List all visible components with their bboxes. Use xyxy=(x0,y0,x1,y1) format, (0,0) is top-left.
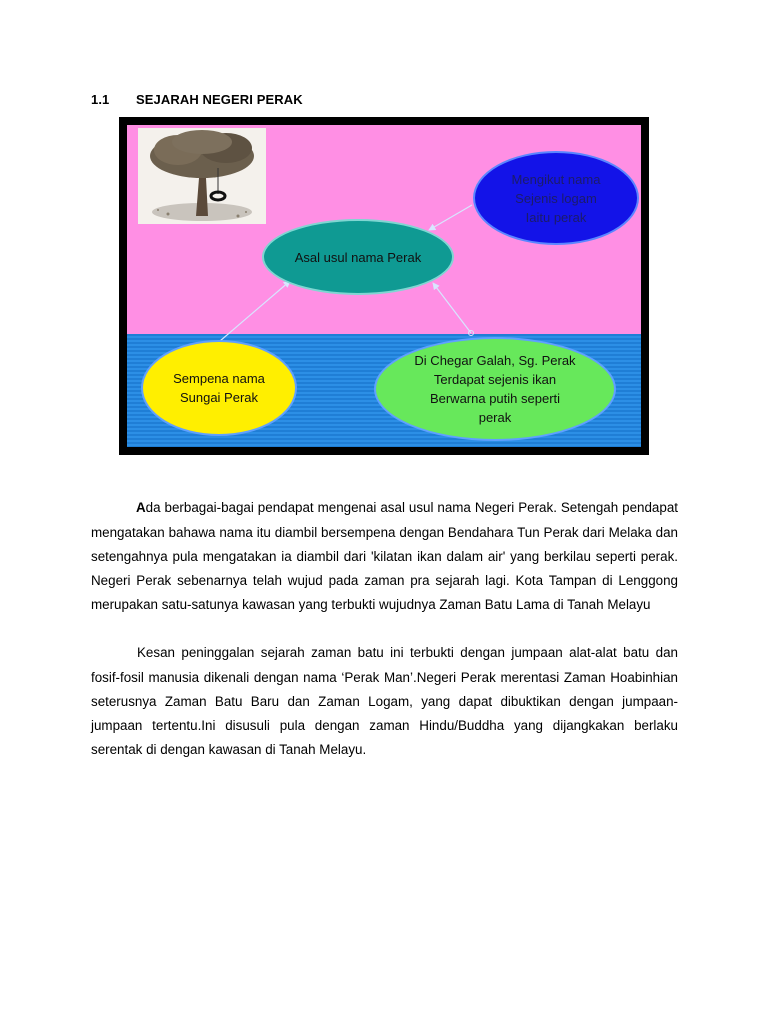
oval-origin-title: Asal usul nama Perak xyxy=(262,219,454,295)
drop-letter: A xyxy=(136,500,146,516)
oval-river-name: Sempena nama Sungai Perak xyxy=(141,340,297,436)
oval-fish-origin: Di Chegar Galah, Sg. Perak Terdapat sejenis ikan Berwarna putih seperti perak xyxy=(374,337,616,441)
concept-diagram xyxy=(119,117,649,455)
oval-metal-name: Mengikut nama Sejenis logam Iaitu perak xyxy=(473,151,639,245)
paragraph-origin xyxy=(91,496,678,617)
paragraph-origin-text: da berbagai-bagai pendapat mengenai asal usul nama Negeri Perak. Setengah pendapat mengatakan bahawa nama itu diambil bersempena dengan Bendahara Tun Perak dari Melaka dan setengahnya pula mengatakan ia diambil dari 'kilatan ikan dalam air' yang berkilau seperti perak. Negeri Perak sebenarnya telah wujud pada zaman pra sejarah lagi. Kota Tampan di Lenggong merupakan satu-satunya kawasan yang terbukti wujudnya Zaman Batu Lama di Tanah Melayu xyxy=(91,500,678,613)
section-title: SEJARAH NEGERI PERAK xyxy=(136,92,303,107)
section-number: 1.1 xyxy=(91,92,110,107)
section-heading xyxy=(91,92,303,107)
paragraph-stone-age: Kesan peninggalan sejarah zaman batu ini terbukti dengan jumpaan alat-alat batu dan fosif-fosil manusia dikenali dengan nama ‘Perak Man’.Negeri Perak merentasi Zaman Hoabinhian seterusnya Zaman Batu Baru dan Zaman Logam, yang dapat dibuktikan dengan jumpaan-jumpaan tertentu.Ini disusuli pula dengan zaman Hindu/Buddha yang dijangkakan berlaku serentak di dengan kawasan di Tanah Melayu. xyxy=(91,645,678,758)
